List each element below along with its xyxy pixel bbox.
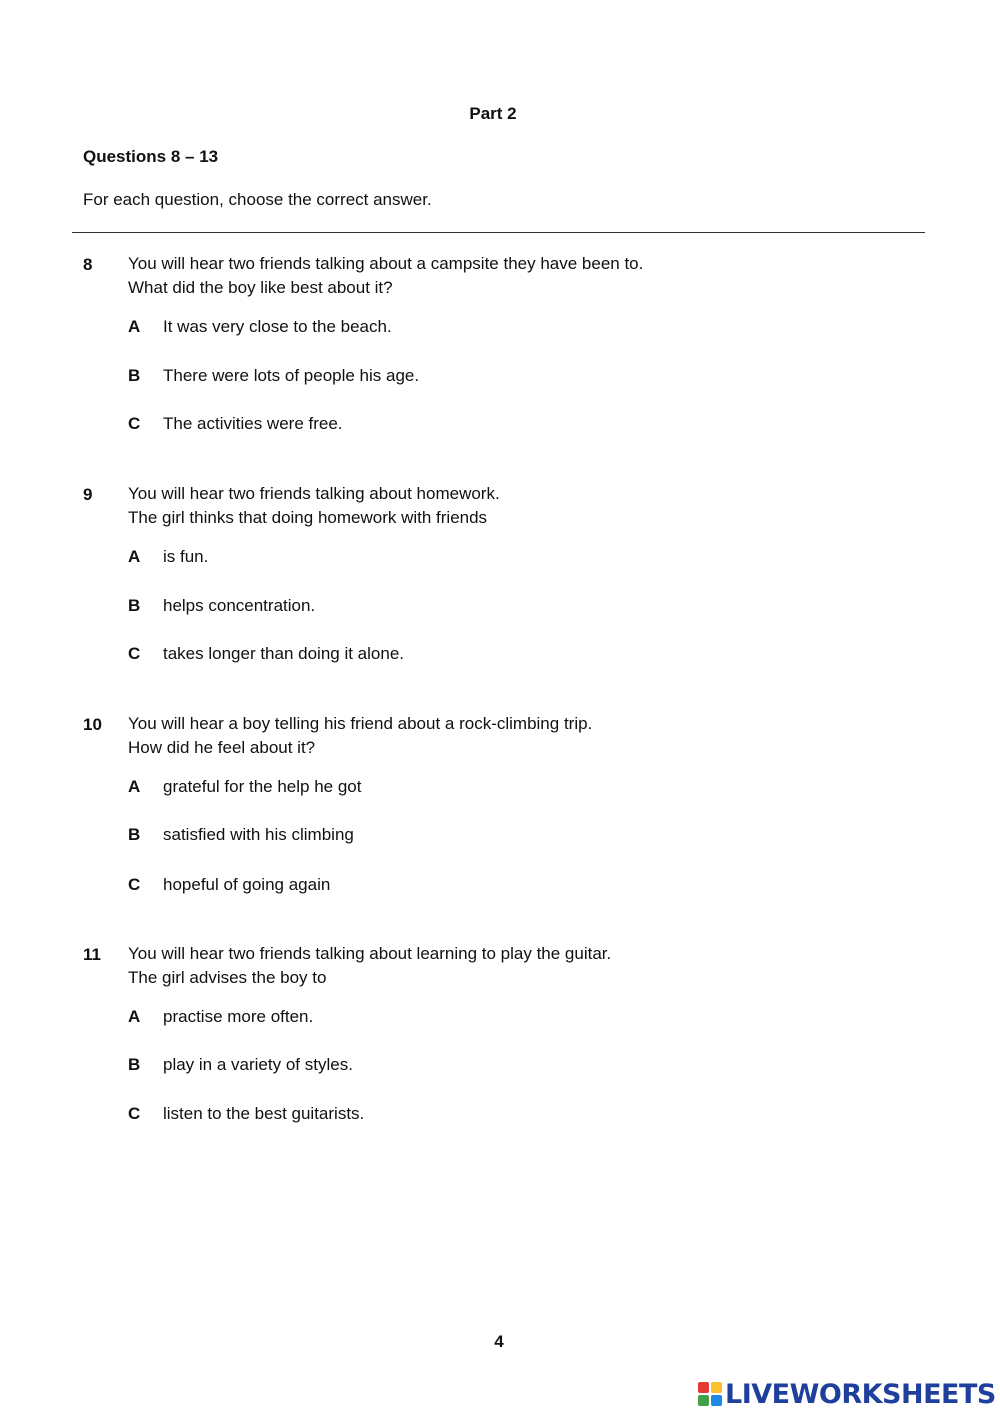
question-stem-line: The girl advises the boy to — [128, 968, 327, 987]
option-letter: C — [128, 644, 141, 663]
question-stem-line: You will hear two friends talking about learning to play the guitar. — [128, 944, 612, 963]
option-text: satisfied with his climbing — [163, 825, 354, 844]
option-text: practise more often. — [163, 1007, 314, 1026]
question-stem-line: You will hear two friends talking about homework. — [128, 484, 500, 503]
option-text: The activities were free. — [163, 414, 343, 433]
part-title: Part 2 — [469, 104, 517, 123]
brand-name: LIVEWORKSHEETS — [725, 1378, 996, 1410]
question-number: 8 — [83, 255, 93, 274]
page-number: 4 — [494, 1332, 504, 1351]
divider-line — [72, 232, 925, 233]
question-stem-line: The girl thinks that doing homework with friends — [128, 508, 488, 527]
question-stem — [128, 942, 611, 990]
option-text: takes longer than doing it alone. — [163, 644, 405, 663]
logo-square-yellow — [711, 1382, 722, 1393]
question-stem — [128, 252, 643, 300]
option-letter: B — [128, 825, 141, 844]
option-letter: B — [128, 366, 141, 385]
option-text: listen to the best guitarists. — [163, 1104, 365, 1123]
option-text: There were lots of people his age. — [163, 366, 420, 385]
option-letter: C — [128, 875, 141, 894]
option-letter: C — [128, 1104, 141, 1123]
option-letter: B — [128, 1055, 141, 1074]
question-stem — [128, 712, 592, 760]
questions-range-heading: Questions 8 – 13 — [83, 147, 219, 166]
question-stem-line: How did he feel about it? — [128, 738, 316, 757]
option-letter: A — [128, 317, 141, 336]
question-stem-line: You will hear a boy telling his friend about a rock-climbing trip. — [128, 714, 593, 733]
option-text: play in a variety of styles. — [163, 1055, 353, 1074]
option-text: is fun. — [163, 547, 209, 566]
logo-square-red — [698, 1382, 709, 1393]
option-text: hopeful of going again — [163, 875, 331, 894]
question-stem — [128, 482, 500, 530]
instruction-text: For each question, choose the correct answer. — [83, 190, 432, 209]
liveworksheets-logo-icon — [698, 1382, 722, 1406]
option-letter: A — [128, 547, 141, 566]
question-number: 11 — [83, 945, 101, 964]
option-text: helps concentration. — [163, 596, 316, 615]
logo-square-green — [698, 1395, 709, 1406]
question-number: 10 — [83, 715, 102, 734]
option-letter: A — [128, 777, 141, 796]
question-number: 9 — [83, 485, 93, 504]
option-text: It was very close to the beach. — [163, 317, 392, 336]
liveworksheets-brand[interactable] — [698, 1378, 996, 1410]
question-stem-line: You will hear two friends talking about a campsite they have been to. — [128, 254, 644, 273]
question-stem-line: What did the boy like best about it? — [128, 278, 393, 297]
option-letter: A — [128, 1007, 141, 1026]
option-letter: B — [128, 596, 141, 615]
option-text: grateful for the help he got — [163, 777, 362, 796]
logo-square-blue — [711, 1395, 722, 1406]
option-letter: C — [128, 414, 141, 433]
